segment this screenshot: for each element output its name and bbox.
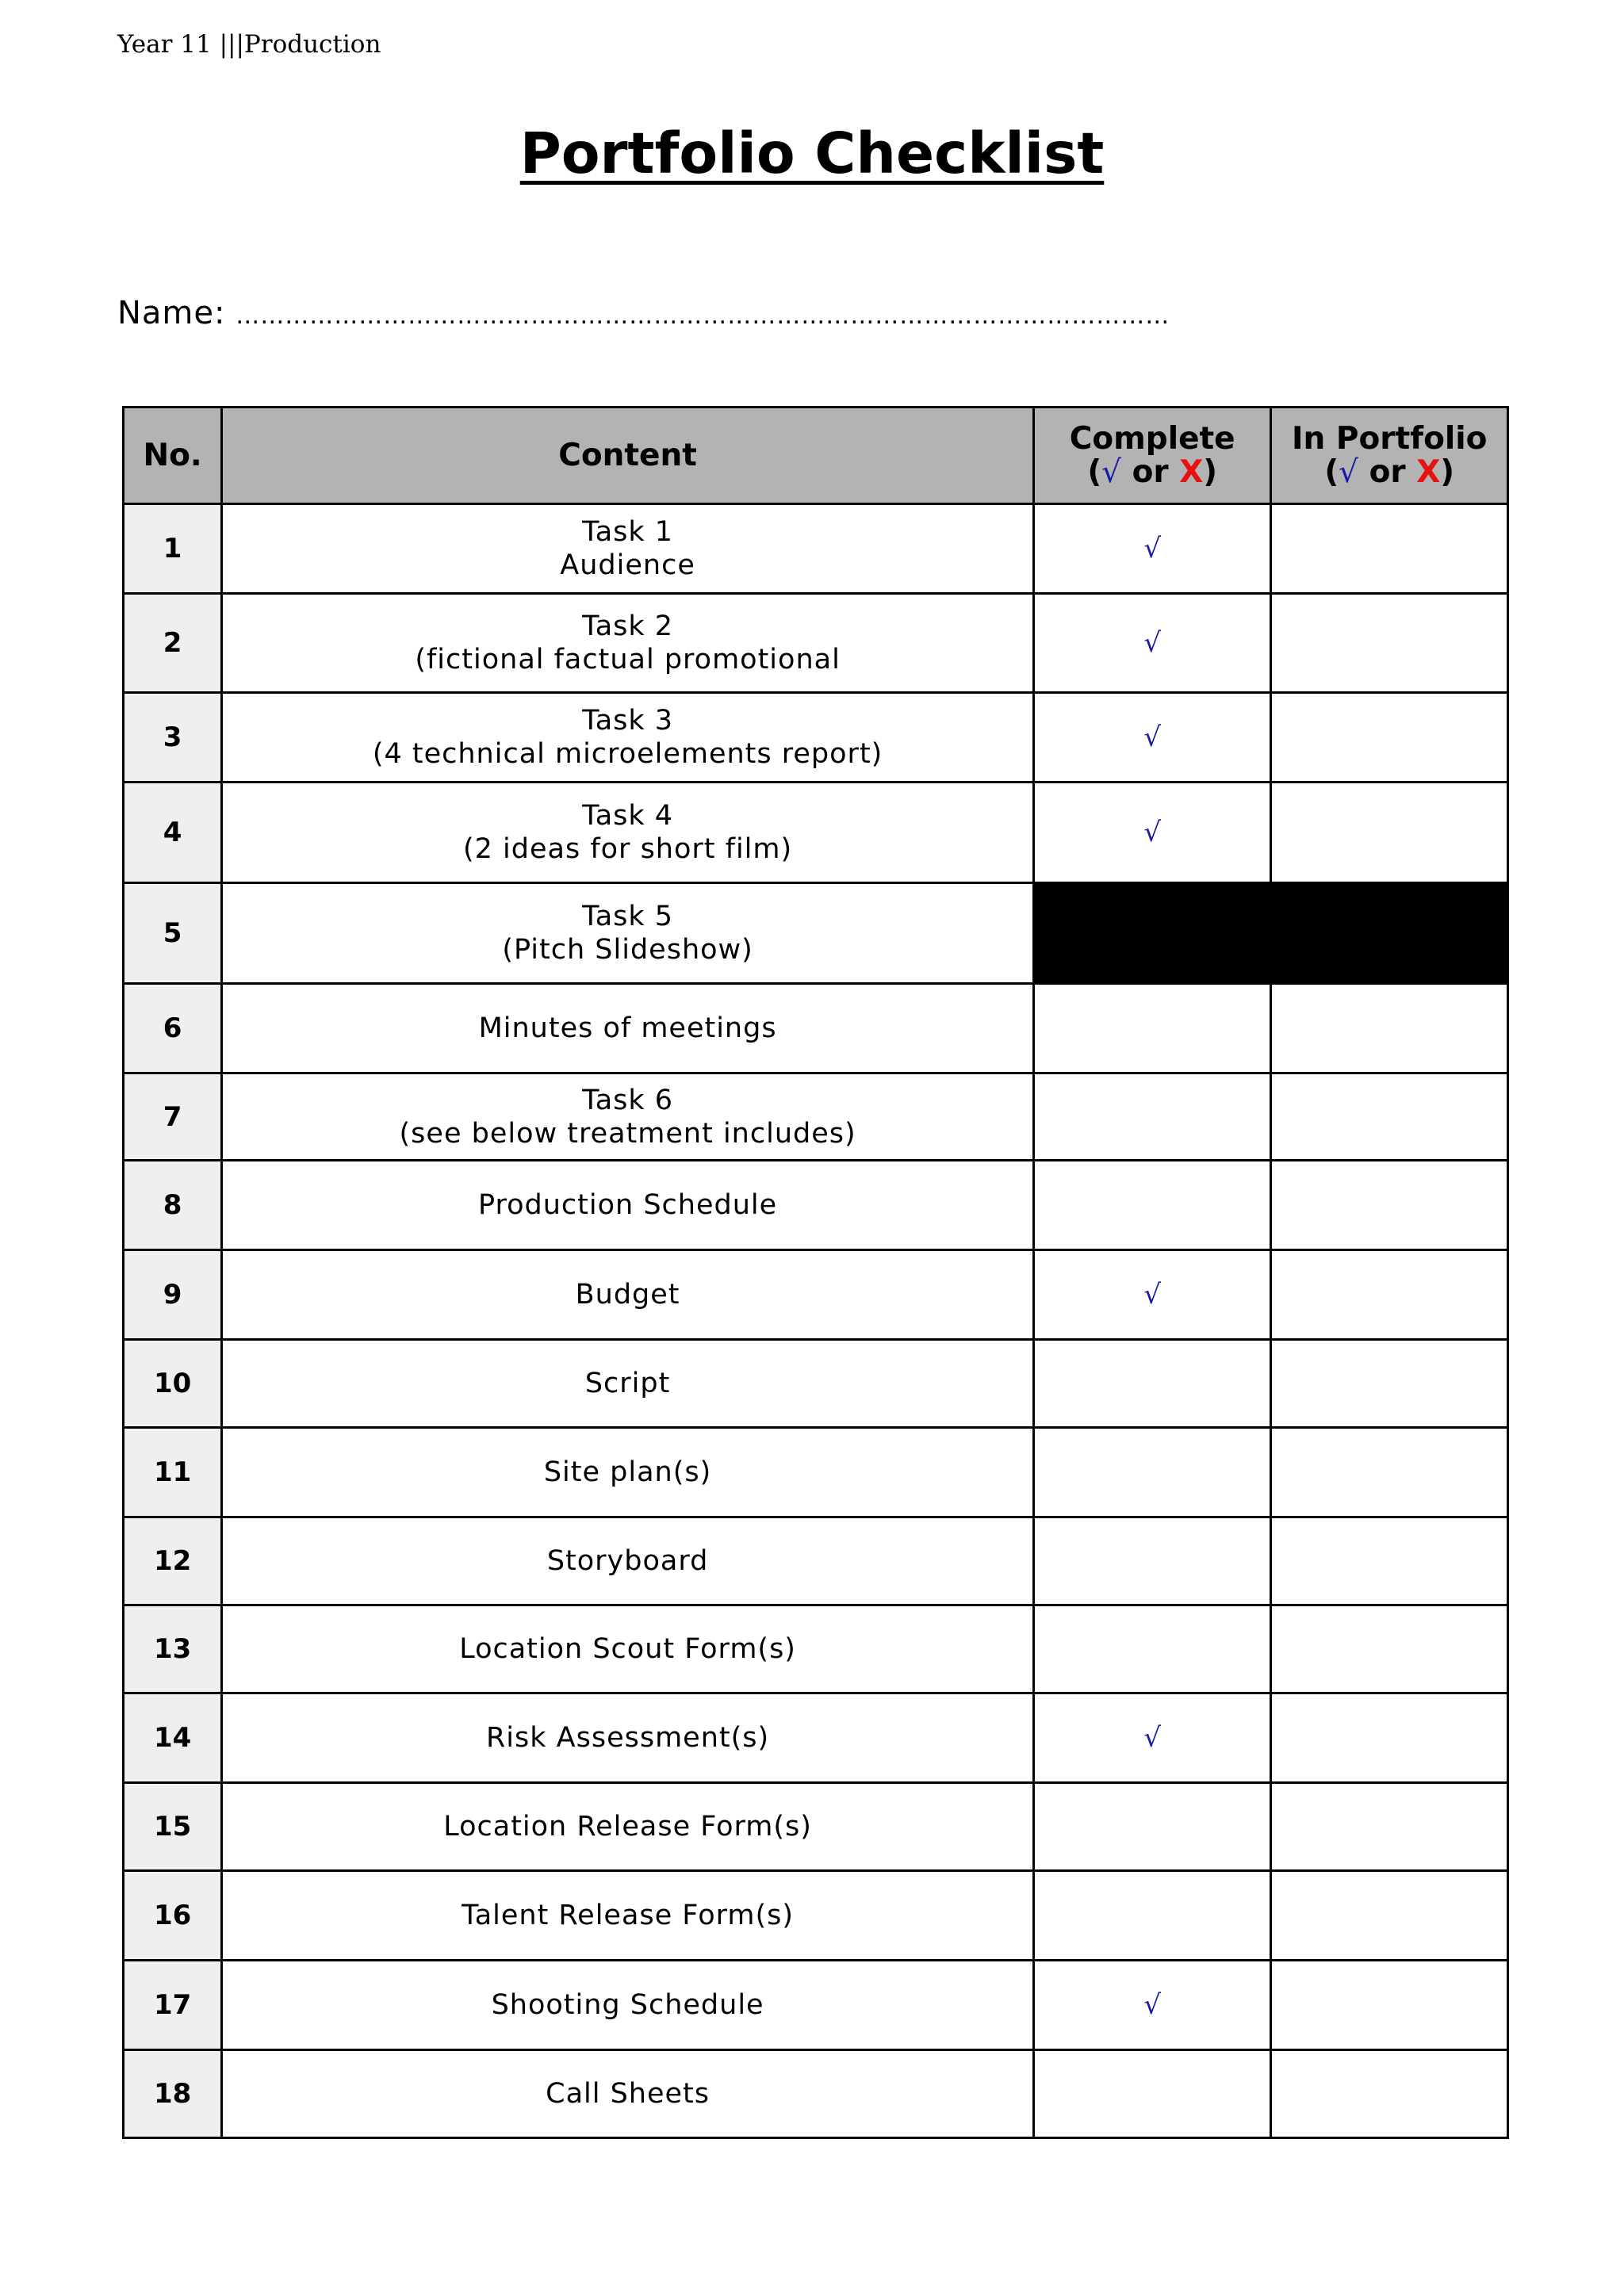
page-title-container: [0, 121, 1624, 186]
row-content: [222, 984, 1034, 1073]
content-line-1: Minutes of meetings: [478, 1012, 777, 1044]
table-body: [124, 504, 1508, 2138]
in-portfolio-cell[interactable]: [1271, 1073, 1508, 1161]
table-row: [124, 1340, 1508, 1428]
row-number: 16: [124, 1871, 222, 1961]
table-row: [124, 1693, 1508, 1783]
content-line-1: Shooting Schedule: [491, 1989, 764, 2021]
content-line-2: (fictional factual promotional: [415, 644, 841, 675]
content-line-2: (4 technical microelements report): [372, 738, 883, 770]
complete-cell[interactable]: [1033, 1605, 1271, 1693]
table-row: [124, 1428, 1508, 1517]
legend-open-paren: (: [1324, 453, 1339, 490]
table-row: [124, 783, 1508, 883]
legend-tick-icon: √: [1339, 453, 1359, 490]
complete-tick-icon[interactable]: √: [1033, 693, 1271, 783]
legend-close-paren: ): [1440, 453, 1455, 490]
content-line-1: Site plan(s): [543, 1456, 712, 1488]
complete-tick-icon[interactable]: √: [1033, 594, 1271, 693]
complete-cell[interactable]: [1033, 1783, 1271, 1871]
complete-tick-icon[interactable]: √: [1033, 1693, 1271, 1783]
row-content: [222, 1871, 1034, 1961]
content-line-1: Call Sheets: [546, 2078, 710, 2110]
row-number: 10: [124, 1340, 222, 1428]
content-line-1: Budget: [575, 1279, 680, 1311]
table-row: [124, 883, 1508, 984]
table-row: [124, 984, 1508, 1073]
row-content: [222, 1517, 1034, 1605]
table-row: [124, 1783, 1508, 1871]
complete-cell[interactable]: [1033, 1428, 1271, 1517]
legend-open-paren: (: [1087, 453, 1102, 490]
row-number: 6: [124, 984, 222, 1073]
row-content: [222, 2050, 1034, 2138]
content-line-1: Task 1: [582, 516, 674, 548]
row-number: 4: [124, 783, 222, 883]
header-no: No.: [124, 408, 222, 504]
complete-cell[interactable]: [1033, 2050, 1271, 2138]
header-in-portfolio: [1271, 408, 1508, 504]
table-row: [124, 1961, 1508, 2050]
header-complete: [1033, 408, 1271, 504]
header-content: Content: [222, 408, 1034, 504]
complete-cell[interactable]: [1033, 1161, 1271, 1250]
content-line-1: Task 2: [582, 610, 674, 642]
table-row: [124, 2050, 1508, 2138]
row-content: [222, 1161, 1034, 1250]
legend-tick-icon: √: [1101, 453, 1121, 490]
row-content: [222, 504, 1034, 594]
table-row: [124, 1517, 1508, 1605]
content-line-2: Audience: [560, 549, 695, 581]
in-portfolio-cell[interactable]: [1271, 1517, 1508, 1605]
table-row: [124, 1250, 1508, 1340]
in-portfolio-cell[interactable]: [1271, 2050, 1508, 2138]
in-portfolio-cell[interactable]: [1271, 1961, 1508, 2050]
in-portfolio-cell[interactable]: [1271, 1250, 1508, 1340]
row-number: 12: [124, 1517, 222, 1605]
complete-tick-icon[interactable]: √: [1033, 1250, 1271, 1340]
row-content: [222, 1605, 1034, 1693]
row-content: [222, 1428, 1034, 1517]
row-number: 15: [124, 1783, 222, 1871]
in-portfolio-cell[interactable]: [1271, 1871, 1508, 1961]
row-number: 13: [124, 1605, 222, 1693]
document-header: Year 11 |||Production: [117, 30, 381, 59]
row-number: 9: [124, 1250, 222, 1340]
in-portfolio-cell[interactable]: [1271, 1340, 1508, 1428]
row-number: 18: [124, 2050, 222, 2138]
table-row: [124, 1605, 1508, 1693]
row-content: [222, 1693, 1034, 1783]
legend-or: or: [1121, 453, 1180, 490]
row-content: [222, 1073, 1034, 1161]
page-title: Portfolio Checklist: [519, 121, 1105, 186]
in-portfolio-cell[interactable]: [1271, 1428, 1508, 1517]
legend-cross-icon: X: [1416, 453, 1441, 490]
content-line-2: (Pitch Slideshow): [502, 934, 753, 966]
in-portfolio-cell[interactable]: [1271, 783, 1508, 883]
redacted-status-cells: [1033, 883, 1507, 984]
content-line-1: Risk Assessment(s): [485, 1722, 770, 1754]
row-content: [222, 1250, 1034, 1340]
content-line-1: Script: [584, 1368, 671, 1399]
table-row: [124, 1871, 1508, 1961]
row-content: [222, 693, 1034, 783]
header-complete-legend: [1035, 453, 1270, 490]
complete-tick-icon[interactable]: √: [1033, 783, 1271, 883]
row-number: 7: [124, 1073, 222, 1161]
complete-cell[interactable]: [1033, 984, 1271, 1073]
row-content: [222, 1340, 1034, 1428]
complete-cell[interactable]: [1033, 1340, 1271, 1428]
row-number: 11: [124, 1428, 222, 1517]
row-number: 17: [124, 1961, 222, 2050]
table-row: [124, 1073, 1508, 1161]
content-line-1: Task 6: [582, 1084, 674, 1116]
in-portfolio-cell[interactable]: [1271, 1605, 1508, 1693]
in-portfolio-cell[interactable]: [1271, 1693, 1508, 1783]
in-portfolio-cell[interactable]: [1271, 504, 1508, 594]
content-line-1: Task 3: [582, 705, 674, 737]
in-portfolio-cell[interactable]: [1271, 984, 1508, 1073]
row-number: 5: [124, 883, 222, 984]
content-line-1: Talent Release Form(s): [462, 1900, 795, 1931]
table-row: [124, 504, 1508, 594]
row-number: 2: [124, 594, 222, 693]
row-content: [222, 1961, 1034, 2050]
table-row: [124, 594, 1508, 693]
row-content: [222, 783, 1034, 883]
header-in-portfolio-title: In Portfolio: [1292, 420, 1488, 457]
in-portfolio-cell[interactable]: [1271, 594, 1508, 693]
complete-cell[interactable]: [1033, 1517, 1271, 1605]
content-line-1: Production Schedule: [477, 1189, 778, 1221]
row-number: 3: [124, 693, 222, 783]
content-line-1: Task 5: [582, 901, 674, 932]
name-label: Name:: [117, 295, 226, 331]
complete-tick-icon[interactable]: √: [1033, 1961, 1271, 2050]
content-line-2: (2 ideas for short film): [462, 833, 793, 865]
table-header-row: [124, 408, 1508, 504]
row-content: [222, 594, 1034, 693]
row-number: 14: [124, 1693, 222, 1783]
complete-tick-icon[interactable]: √: [1033, 504, 1271, 594]
portfolio-checklist-table: [122, 406, 1509, 2139]
name-dotted-line: ……………………………………………………………………………………………………: [236, 302, 1170, 330]
legend-close-paren: ): [1203, 453, 1218, 490]
content-line-1: Storyboard: [546, 1545, 709, 1577]
header-complete-title: Complete: [1069, 420, 1235, 457]
row-number: 8: [124, 1161, 222, 1250]
legend-or: or: [1358, 453, 1417, 490]
table-row: [124, 693, 1508, 783]
content-line-2: (see below treatment includes): [399, 1117, 856, 1150]
row-content: [222, 1783, 1034, 1871]
content-line-1: Task 4: [582, 800, 674, 832]
content-line-1: Location Release Form(s): [443, 1811, 812, 1843]
row-content: [222, 883, 1034, 984]
complete-cell[interactable]: [1033, 1073, 1271, 1161]
in-portfolio-cell[interactable]: [1271, 1161, 1508, 1250]
complete-cell[interactable]: [1033, 1871, 1271, 1961]
row-number: 1: [124, 504, 222, 594]
table-row: [124, 1161, 1508, 1250]
name-field: [117, 295, 1170, 331]
content-line-1: Location Scout Form(s): [459, 1633, 796, 1665]
legend-cross-icon: X: [1179, 453, 1204, 490]
header-in-portfolio-legend: [1272, 453, 1507, 490]
in-portfolio-cell[interactable]: [1271, 693, 1508, 783]
in-portfolio-cell[interactable]: [1271, 1783, 1508, 1871]
